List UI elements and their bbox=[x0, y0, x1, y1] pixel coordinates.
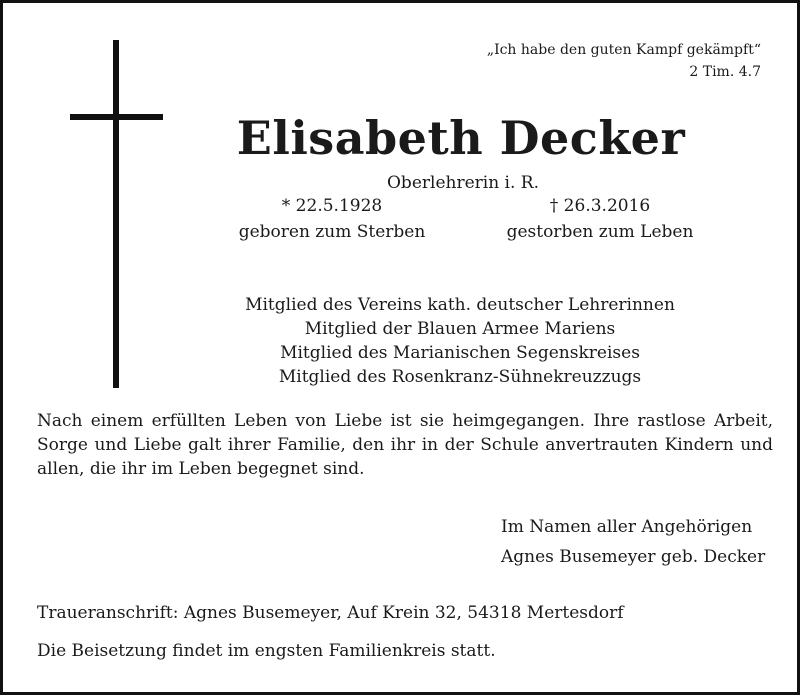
cross-icon bbox=[113, 40, 119, 388]
bible-quote bbox=[487, 39, 761, 83]
membership-item: Mitglied des Vereins kath. deutscher Lehrerinnen bbox=[245, 295, 675, 315]
quote-text: „Ich habe den guten Kampf gekämpft“ bbox=[486, 42, 761, 58]
signoff-line1: Im Namen aller Angehörigen bbox=[501, 517, 753, 537]
death-block bbox=[500, 193, 700, 245]
birth-date: * 22.5.1928 bbox=[281, 196, 383, 216]
signoff bbox=[501, 512, 765, 572]
deceased-name: Elisabeth Decker bbox=[236, 111, 686, 165]
birth-caption: geboren zum Sterben bbox=[238, 222, 426, 242]
membership-item: Mitglied des Rosenkranz-Sühnekreuzzugs bbox=[278, 367, 642, 387]
death-caption: gestorben zum Leben bbox=[506, 222, 694, 242]
quote-reference: 2 Tim. 4.7 bbox=[689, 64, 761, 80]
birth-block bbox=[232, 193, 432, 245]
burial-note: Die Beisetzung findet im engsten Familienkreis statt. bbox=[37, 641, 496, 661]
mourning-address: Traueranschrift: Agnes Busemeyer, Auf Krein 32, 54318 Mertesdorf bbox=[37, 603, 624, 623]
deceased-title: Oberlehrerin i. R. bbox=[387, 173, 540, 193]
memberships-list bbox=[203, 293, 717, 389]
membership-item: Mitglied des Marianischen Segenskreises bbox=[280, 343, 640, 363]
signoff-line2: Agnes Busemeyer geb. Decker bbox=[501, 547, 766, 567]
death-date: † 26.3.2016 bbox=[549, 196, 651, 216]
membership-item: Mitglied der Blauen Armee Mariens bbox=[304, 319, 616, 339]
body-paragraph: Nach einem erfüllten Leben von Liebe ist sie heimgegangen. Ihre rastlose Arbeit, Sorge und Liebe galt ihrer Familie, den ihr in der Schule anvertrauten Kindern und allen, die ihr im Leben begegnet sind. bbox=[37, 411, 773, 479]
